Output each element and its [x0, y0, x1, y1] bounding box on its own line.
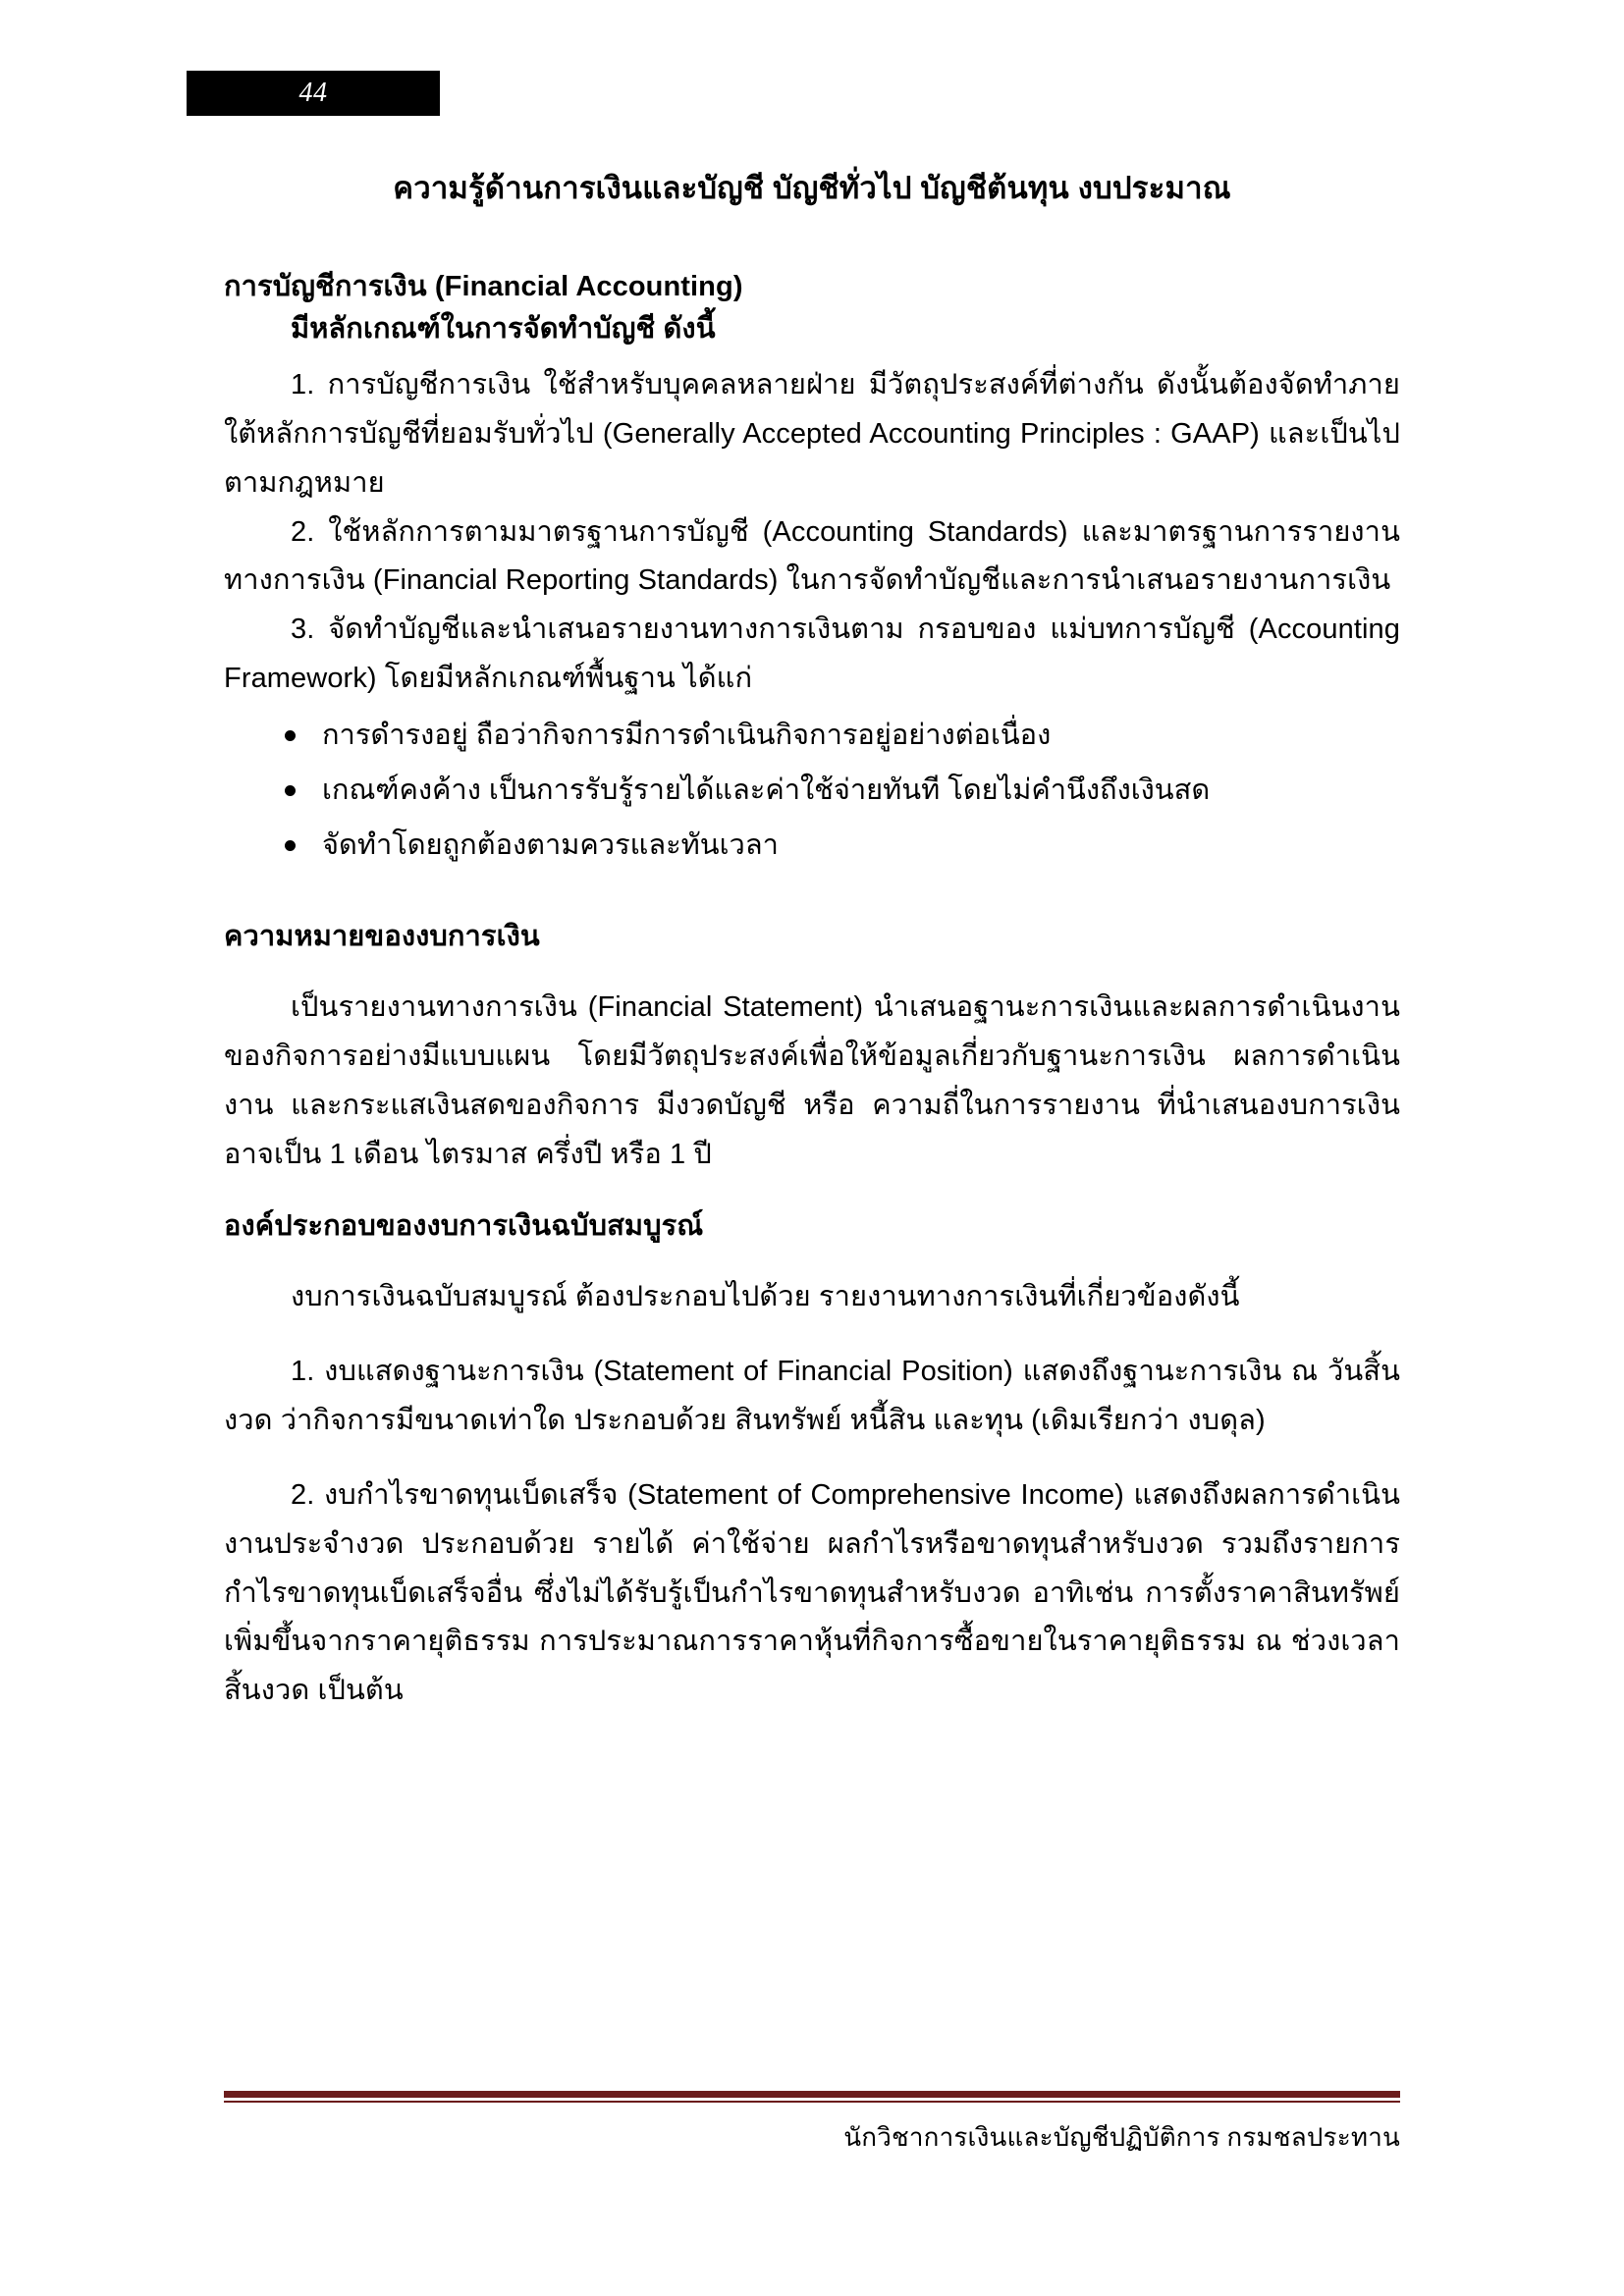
footer-text: นักวิชาการเงินและบัญชีปฏิบัติการ กรมชลประทาน — [843, 2123, 1400, 2152]
document-content — [224, 167, 1400, 1716]
financial-accounting-item-3: 3. จัดทำบัญชีและนำเสนอรายงานทางการเงินตาม กรอบของ แม่บทการบัญชี (Accounting Framework) โดยมีหลักเกณฑ์พื้นฐาน ได้แก่ — [224, 614, 1400, 695]
financial-accounting-item-2: 2. ใช้หลักการตามมาตรฐานการบัญชี (Accounting Standards) และมาตรฐานการรายงานทางการเงิน (Financial Reporting Standards) ในการจัดทำบัญชีและการนำเสนอรายงานการเงิน — [224, 515, 1400, 597]
spacer — [224, 351, 1400, 361]
components-item-1: 1. งบแสดงฐานะการเงิน (Statement of Financial Position) แสดงถึงฐานะการเงิน ณ วันสิ้นงวด ว่ากิจการมีขนาดเท่าใด ประกอบด้วย สินทรัพย์ หนี้สิน และทุน (เดิมเรียกว่า งบดุล) — [224, 1356, 1400, 1436]
list-item — [224, 822, 1400, 871]
section-heading-meaning-of-financial-statements: ความหมายของงบการเงิน — [224, 920, 540, 952]
bullet-dot-icon — [285, 840, 296, 851]
spacer — [224, 1180, 1400, 1205]
components-item-2: 2. งบกำไรขาดทุนเบ็ดเสร็จ (Statement of Comprehensive Income) แสดงถึงผลการดำเนินงานประจำงวด ประกอบด้วย รายได้ ค่าใช้จ่าย ผลกำไรหรือขาดทุนสำหรับงวด รวมถึงรายการกำไรขาดทุนเบ็ดเสร็จอื่น ซึ่งไม่ได้รับรู้เป็นกำไรขาดทุนสำหรับงวด อาทิเช่น การตั้งราคาสินทรัพย์เพิ่มขึ้นจากราคายุติธรรม การประมาณการราคาหุ้นที่กิจการซื้อขายในราคายุติธรรม ณ ช่วงเวลาสิ้นงวด เป็นต้น — [224, 1478, 1400, 1707]
list-item-label: จัดทำโดยถูกต้องตามควรและทันเวลา — [322, 828, 779, 861]
section-heading-financial-accounting: การบัญชีการเงิน (Financial Accounting) — [224, 270, 743, 302]
spacer — [224, 877, 1400, 916]
spacer — [224, 1446, 1400, 1471]
list-item — [224, 712, 1400, 761]
principles-bullet-list — [224, 712, 1400, 871]
spacer — [224, 958, 1400, 984]
spacer — [224, 1248, 1400, 1273]
section-subheading-criteria: มีหลักเกณฑ์ในการจัดทำบัญชี ดังนี้ — [291, 313, 716, 346]
list-item-label: การดำรงอยู่ ถือว่ากิจการมีการดำเนินกิจการอยู่อย่างต่อเนื่อง — [322, 720, 1052, 752]
section-heading-components-of-complete-financial-statements: องค์ประกอบของงบการเงินฉบับสมบูรณ์ — [224, 1209, 704, 1242]
page-title: ความรู้ด้านการเงินและบัญชี บัญชีทั่วไป บัญชีต้นทุน งบประมาณ — [393, 171, 1231, 205]
bullet-dot-icon — [285, 730, 296, 741]
spacer — [224, 1322, 1400, 1348]
list-item — [224, 767, 1400, 816]
footer-rule-thick — [224, 2091, 1400, 2098]
bullet-dot-icon — [285, 785, 296, 796]
financial-accounting-item-1: 1. การบัญชีการเงิน ใช้สำหรับบุคคลหลายฝ่าย มีวัตถุประสงค์ที่ต่างกัน ดังนั้นต้องจัดทำภายใต้หลักการบัญชีที่ยอมรับทั่วไป (Generally Accepted Accounting Principles : GAAP) และเป็นไปตามกฎหมาย — [224, 368, 1400, 499]
footer-rule-thin — [224, 2101, 1400, 2103]
page-footer — [224, 2091, 1400, 2157]
page-number-tab: 44 — [187, 71, 440, 116]
meaning-paragraph: เป็นรายงานทางการเงิน (Financial Statement) นำเสนอฐานะการเงินและผลการดำเนินงานของกิจการอย่างมีแบบแผน โดยมีวัตถุประสงค์เพื่อให้ข้อมูลเกี่ยวกับฐานะการเงิน ผลการดำเนินงาน และกระแสเงินสดของกิจการ มีงวดบัญชี หรือ ความถี่ในการรายงาน ที่นำเสนองบการเงินอาจเป็น 1 เดือน ไตรมาส ครึ่งปี หรือ 1 ปี — [224, 991, 1400, 1170]
components-intro: งบการเงินฉบับสมบูรณ์ ต้องประกอบไปด้วย รายงานทางการเงินที่เกี่ยวข้องดังนี้ — [291, 1281, 1240, 1313]
list-item-label: เกณฑ์คงค้าง เป็นการรับรู้รายได้และค่าใช้จ่ายทันที โดยไม่คำนึงถึงเงินสด — [322, 774, 1211, 806]
